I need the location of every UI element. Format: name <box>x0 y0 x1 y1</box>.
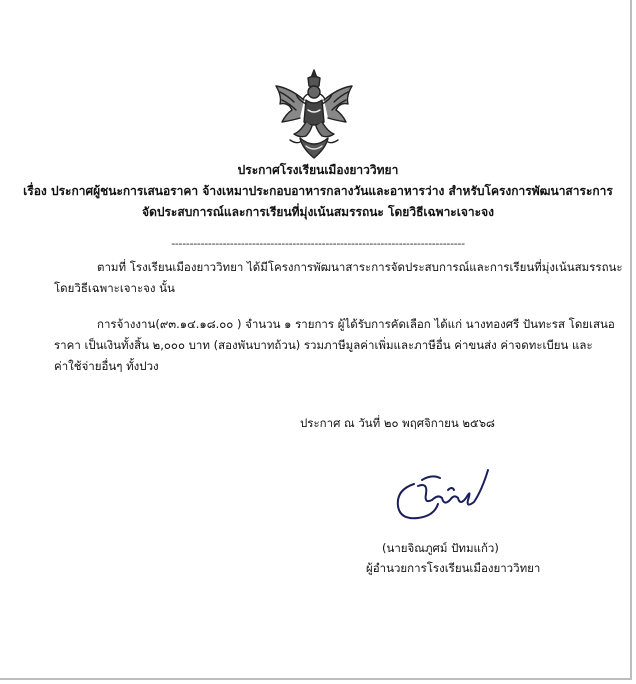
paragraph-award <box>54 314 615 377</box>
paragraph-line: ราคา เป็นเงินทั้งสิ้น ๒,๐๐๐ บาท (สองพันบาทถ้วน) รวมภาษีมูลค่าเพิ่มและภาษีอื่น ค่าขนส่ง ค่าจดทะเบียน และ <box>54 338 593 352</box>
handwritten-signature-icon <box>388 460 498 530</box>
paragraph-line: การจ้างงาน(๙๓.๑๔.๑๘.๐๐ ) จำนวน ๑ รายการ ผู้ได้รับการคัดเลือก ได้แก่ นางทองศรี ปันทะรส โดยเสนอ <box>97 317 615 331</box>
announcement-heading: ประกาศโรงเรียนเมืองยาววิทยา <box>237 163 399 177</box>
signer-position: ผู้อำนวยการโรงเรียนเมืองยาววิทยา <box>366 561 541 575</box>
paragraph-line: โดยวิธีเฉพาะเจาะจง นั้น <box>54 281 175 295</box>
document-title <box>20 160 616 223</box>
paragraph-line: ค่าใช้จ่ายอื่นๆ ทั้งปวง <box>54 359 159 373</box>
announcement-subject: เรื่อง ประกาศผู้ชนะการเสนอราคา จ้างเหมาประกอบอาหารกลางวันและอาหารว่าง สำหรับโครงการพัฒนาสาระการ <box>23 184 613 198</box>
paragraph-project <box>54 257 623 299</box>
announcement-date: ประกาศ ณ วันที่ ๒๐ พฤศจิกายน ๒๕๖๘ <box>300 416 495 430</box>
garuda-emblem-icon <box>270 66 358 166</box>
announcement-subject-continued: จัดประสบการณ์และการเรียนที่มุ่งเน้นสมรรถนะ โดยวิธีเฉพาะเจาะจง <box>142 205 494 219</box>
paragraph-line: ตามที่ โรงเรียนเมืองยาววิทยา ได้มีโครงการพัฒนาสาระการจัดประสบการณ์และการเรียนที่มุ่งเน้นสมรรถนะ <box>97 260 623 274</box>
signer-name: (นายจิณภูศม์ ปัทมแก้ว) <box>382 541 499 555</box>
separator-line: -------------------------------------------------------------------------------- <box>171 237 465 250</box>
